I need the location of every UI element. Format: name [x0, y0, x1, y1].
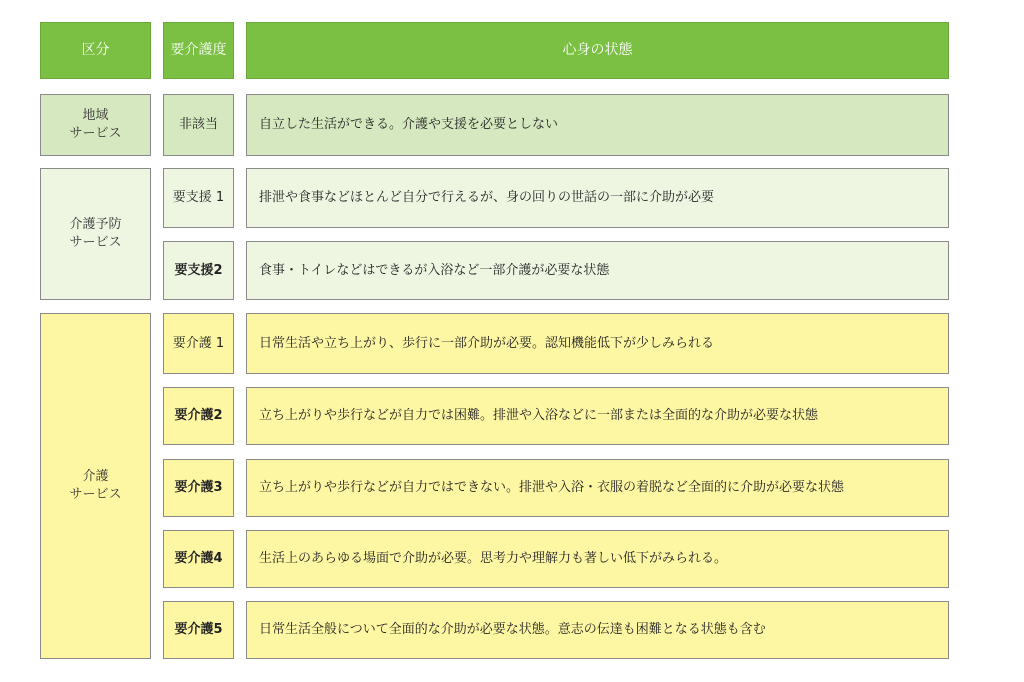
care-level-cell	[163, 387, 234, 445]
category-label-line1: 地域	[82, 108, 109, 124]
category-community-service	[40, 94, 151, 156]
condition-text: 日常生活全般について全面的な介助が必要な状態。意志の伝達も困難となる状態も含む	[259, 622, 766, 638]
condition-cell	[246, 241, 949, 300]
care-level-label: 要支援 1	[172, 190, 225, 206]
category-label-line1: 介護予防	[69, 217, 122, 233]
category-care-service	[40, 313, 151, 659]
category-label-line1: 介護	[82, 469, 109, 485]
header-condition	[246, 22, 949, 79]
care-level-label: 要支援2	[174, 262, 223, 278]
category-label-line2: サービス	[69, 487, 122, 502]
care-level-label: 要介護3	[174, 480, 223, 496]
condition-text: 排泄や食事などほとんど自分で行えるが、身の回りの世話の一部に介助が必要	[259, 190, 715, 206]
category-prevention-service	[40, 168, 151, 300]
category-label-line2: サービス	[69, 126, 122, 141]
condition-cell	[246, 530, 949, 588]
condition-text: 生活上のあらゆる場面で介助が必要。思考力や理解力も著しい低下がみられる。	[259, 551, 728, 567]
condition-cell	[246, 601, 949, 659]
care-level-label: 要介護5	[174, 622, 223, 638]
condition-text: 立ち上がりや歩行などが自力では困難。排泄や入浴などに一部または全面的な介助が必要な状態	[259, 408, 819, 424]
condition-text: 立ち上がりや歩行などが自力ではできない。排泄や入浴・衣服の着脱など全面的に介助が必要な状態	[259, 480, 845, 496]
care-level-label: 非該当	[178, 117, 218, 133]
condition-cell	[246, 94, 949, 156]
care-level-cell	[163, 94, 234, 156]
care-level-cell	[163, 530, 234, 588]
condition-cell	[246, 459, 949, 517]
condition-cell	[246, 168, 949, 228]
header-condition-label: 心身の状態	[562, 42, 633, 59]
condition-text: 食事・トイレなどはできるが入浴など一部介護が必要な状態	[259, 262, 610, 278]
condition-cell	[246, 313, 949, 374]
header-care-level-label: 要介護度	[170, 42, 227, 59]
care-level-cell	[163, 313, 234, 374]
care-level-cell	[163, 601, 234, 659]
care-level-cell	[163, 241, 234, 300]
care-level-label: 要介護2	[174, 408, 223, 424]
condition-text: 日常生活や立ち上がり、歩行に一部介助が必要。認知機能低下が少しみられる	[259, 335, 715, 351]
care-level-cell	[163, 459, 234, 517]
header-category	[40, 22, 151, 79]
care-level-cell	[163, 168, 234, 228]
condition-text: 自立した生活ができる。介護や支援を必要としない	[259, 117, 559, 133]
category-label-line2: サービス	[69, 235, 122, 250]
header-category-label: 区分	[81, 42, 110, 59]
care-level-label: 要介護4	[174, 551, 223, 567]
condition-cell	[246, 387, 949, 445]
care-level-label: 要介護 1	[172, 335, 225, 351]
header-care-level	[163, 22, 234, 79]
